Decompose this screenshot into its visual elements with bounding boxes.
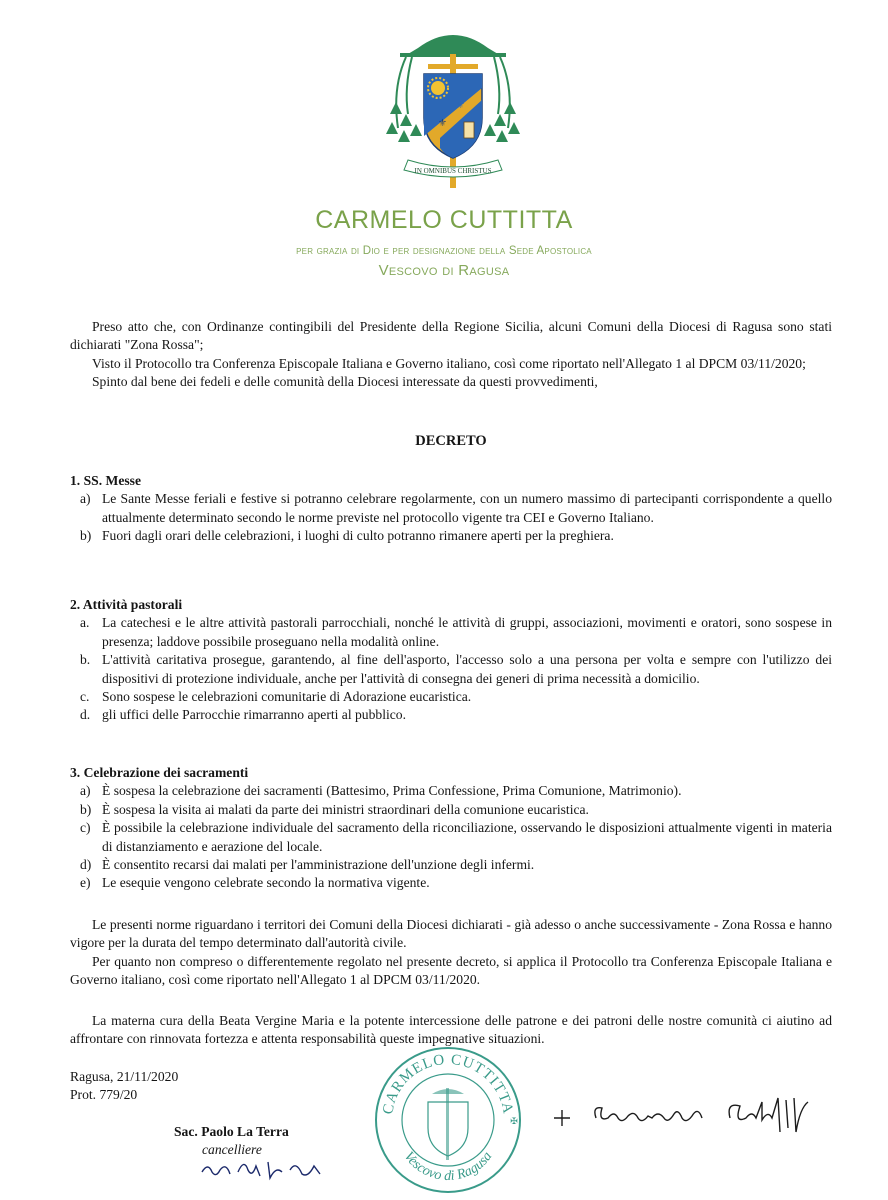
item-text: È sospesa la visita ai malati da parte dei ministri straordinari della comunione eucaristica. (102, 801, 589, 817)
item-text: gli uffici delle Parrocchie rimarranno aperti al pubblico. (102, 707, 406, 723)
preamble (70, 318, 832, 392)
closing-paragraphs (70, 916, 832, 990)
bishop-see: Vescovo di Ragusa (378, 262, 510, 279)
list-item (70, 782, 832, 800)
item-text: È sospesa la celebrazione dei sacramenti (Battesimo, Prima Confessione, Prima Comunione, Matrimonio). (102, 783, 682, 799)
item-marker: c) (80, 820, 91, 836)
item-marker: e) (80, 875, 91, 891)
item-marker: a) (80, 783, 91, 799)
preamble-paragraph: Preso atto che, con Ordinanze contingibili del Presidente della Regione Sicilia, alcuni Comuni della Diocesi di Ragusa sono stati dichiarati "Zona Rossa"; (70, 319, 832, 353)
item-text: È consentito recarsi dai malati per l'amministrazione dell'unzione degli infermi. (102, 857, 535, 873)
chancellor-signature-icon (198, 1148, 328, 1184)
item-text: Fuori dagli orari delle celebrazioni, i luoghi di culto potranno rimanere aperti per la preghiera. (102, 528, 614, 544)
list-item (70, 614, 832, 651)
item-text: L'attività caritativa prosegue, garantendo, al fine dell'asporto, l'accesso solo a una persona per volta e sempre con l'utilizzo dei dispositivi di protezione individuale, anche per l'attività di consegna dei generi di prima necessità a domicilio. (102, 652, 832, 686)
section-title: 1. SS. Messe (70, 473, 141, 488)
svg-text:⚜: ⚜ (456, 100, 465, 111)
svg-text:⚜: ⚜ (438, 118, 447, 129)
stamp-bottom-text: Vescovo di Ragusa (400, 1149, 496, 1185)
list-item (70, 490, 832, 527)
place-date: Ragusa, 21/11/2020 (70, 1069, 179, 1084)
item-text: Sono sospese le celebrazioni comunitarie di Adorazione eucaristica. (102, 689, 472, 705)
stamp-top-text: CARMELO CUTTITTA (380, 1051, 516, 1116)
place-date-block (70, 1068, 178, 1104)
list-item (70, 706, 832, 724)
item-marker: b. (80, 652, 91, 668)
item-marker: b) (80, 801, 92, 817)
closing-paragraph: Per quanto non compreso o differentemente regolato nel presente decreto, si applica il Protocollo tra Conferenza Episcopale Italiana e Governo italiano, così come riportato nell'Allegato 1 al DPCM 03/11/2020. (70, 953, 832, 988)
item-marker: c. (80, 689, 90, 705)
item-text: È possibile la celebrazione individuale del sacramento della riconciliazione, osservando le disposizioni attualmente vigenti in materia di distanziamento e aerazione del locale. (102, 820, 832, 854)
item-text: Le esequie vengono celebrate secondo la normativa vigente. (102, 875, 430, 891)
decree-title: DECRETO (415, 433, 487, 449)
item-marker: a) (80, 491, 91, 507)
section-attivita-pastorali (70, 596, 832, 725)
list-item (70, 819, 832, 856)
item-marker: b) (80, 528, 92, 544)
preamble-paragraph: Visto il Protocollo tra Conferenza Episcopale Italiana e Governo italiano, così come riportato nell'Allegato 1 al DPCM 03/11/2020; (92, 355, 806, 371)
list-item (70, 874, 832, 892)
item-marker: d. (80, 707, 91, 723)
protocol-number: Prot. 779/20 (70, 1087, 138, 1102)
motto-text: IN OMNIBUS CHRISTUS (414, 167, 492, 175)
chancellor-name: Sac. Paolo La Terra (174, 1124, 289, 1139)
chancellor-role: cancelliere (202, 1142, 262, 1157)
list-item (70, 688, 832, 706)
section-ss-messe (70, 472, 832, 546)
blessing-paragraph: La materna cura della Beata Vergine Maria e la potente intercessione delle patrone e dei patroni delle nostre comunità ci aiutino ad affrontare con rinnovata fortezza e attenta responsabilità queste impegnative situazioni. (70, 1013, 832, 1047)
bishop-signature-icon (548, 1088, 848, 1136)
section-sacramenti (70, 764, 832, 893)
preamble-paragraph: Spinto dal bene dei fedeli e delle comunità della Diocesi interessate da questi provvedimenti, (92, 374, 598, 390)
bishop-name: CARMELO CUTTITTA (315, 206, 573, 234)
closing-paragraph: Le presenti norme riguardano i territori dei Comuni della Diocesi dichiarati - già adesso o anche successivamente - Zona Rossa e hanno vigore per la durata del tempo determinato dall'autorità civile. (70, 917, 832, 951)
item-marker: d) (80, 857, 92, 873)
bishop-subtitle: per grazia di Dio e per designazione della Sede Apostolica (296, 245, 592, 257)
episcopal-stamp-icon (372, 1044, 524, 1196)
list-item (70, 801, 832, 819)
svg-text:✠: ✠ (510, 1116, 518, 1126)
item-marker: a. (80, 615, 90, 631)
list-item (70, 856, 832, 874)
item-text: Le Sante Messe feriali e festive si potranno celebrare regolarmente, con un numero massimo di partecipanti corrispondente a quello attualmente determinato secondo le norme previste nel protocollo vigente tra CEI e Governo Italiano. (102, 491, 832, 525)
item-text: La catechesi e le altre attività pastorali parrocchiali, nonché le attività di gruppi, associazioni, movimenti e oratori, sono sospese in presenza; laddove possibile proseguano nella modalità online. (102, 615, 832, 649)
section-title: 2. Attività pastorali (70, 597, 183, 612)
section-title: 3. Celebrazione dei sacramenti (70, 765, 249, 780)
list-item (70, 651, 832, 688)
coat-of-arms-icon (378, 18, 528, 190)
list-item (70, 527, 832, 545)
